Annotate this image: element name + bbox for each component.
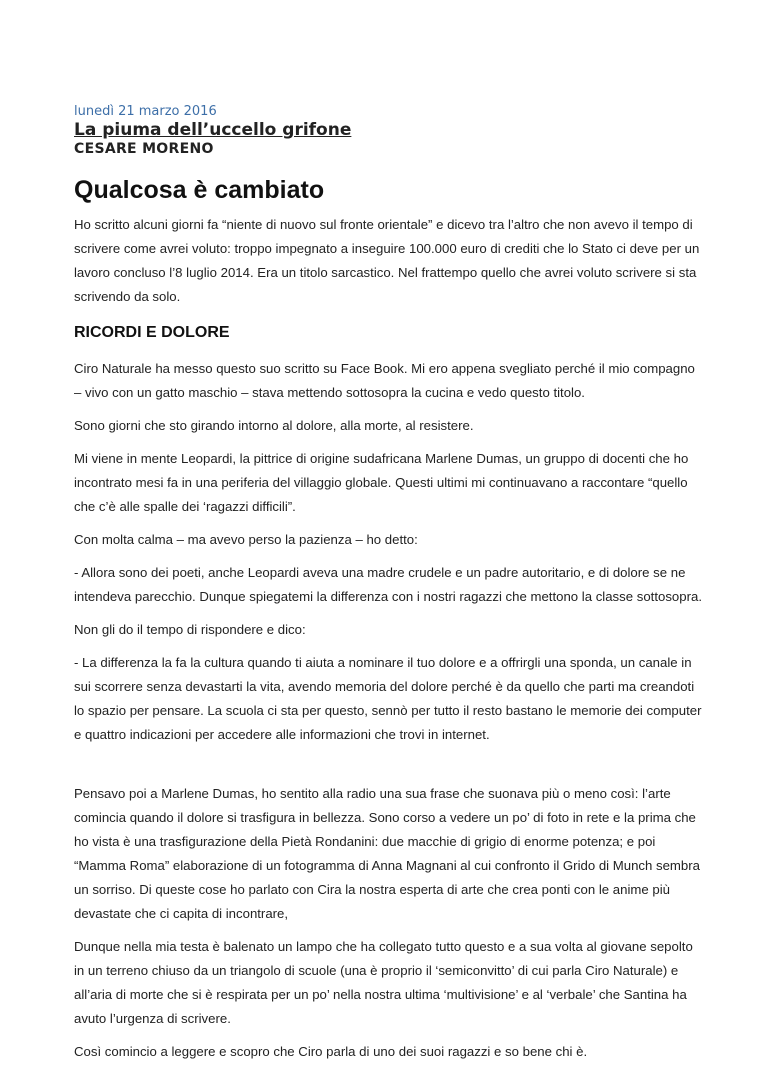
blog-title-link[interactable]: La piuma dell’uccello grifone [74,120,352,140]
body-paragraph: Così comincio a leggere e scopro che Ciro parla di uno dei suoi ragazzi e so bene chi è. [74,1044,588,1059]
post-date: lunedì 21 marzo 2016 [74,104,217,119]
article-headline: Qualcosa è cambiato [74,176,325,204]
paragraph-gap [74,756,704,782]
body-paragraph: - La differenza la fa la cultura quando ti aiuta a nominare il tuo dolore e a offrirgli una sponda, un canale in sui scorrere senza devastarti la vita, avendo memoria del dolore perché è da quello che parti ma creandoti lo spazio per pensare. La scuola ci sta per questo, sennò per tutto il resto bastano le memorie dei computer e quattro indicazioni per accedere alle informazioni che trovi in internet. [74,655,702,742]
intro-paragraph: Ho scritto alcuni giorni fa “niente di nuovo sul fronte orientale” e dicevo tra l’altro che non avevo il tempo di scrivere come avrei voluto: troppo impegnato a inseguire 100.000 euro di crediti che lo Stato ci deve per un lavoro concluso l’8 luglio 2014. Era un titolo sarcastico. Nel frattempo quello che avrei voluto scrivere si sta scrivendo da solo. [74,217,700,304]
body-paragraph: Dunque nella mia testa è balenato un lampo che ha collegato tutto questo e a sua volta al giovane sepolto in un terreno chiuso da un triangolo di scuole (una è proprio il ‘semiconvitto’ di cui parla Ciro Naturale) e all’aria di morte che si è respirata per un po’ nella nostra ultima ‘multivisione’ e al ‘verbale’ che Santina ha avuto l’urgenza di scrivere. [74,939,693,1026]
body-paragraph: Non gli do il tempo di rispondere e dico: [74,622,306,637]
body-paragraph: Sono giorni che sto girando intorno al dolore, alla morte, al resistere. [74,418,474,433]
body-paragraph: - Allora sono dei poeti, anche Leopardi aveva una madre crudele e un padre autoritario, e di dolore se ne intendeva parecchio. Dunque spiegatemi la differenza con i nostri ragazzi che mettono la classe sottosopra. [74,565,702,604]
body-paragraph: Ciro Naturale ha messo questo suo scritto su Face Book. Mi ero appena svegliato perché il mio compagno – vivo con un gatto maschio – stava mettendo sottosopra la cucina e vedo questo titolo. [74,361,695,400]
body-paragraph: Pensavo poi a Marlene Dumas, ho sentito alla radio una sua frase che suonava più o meno così: l’arte comincia quando il dolore si trasfigura in bellezza. Sono corso a vedere un po’ di foto in rete e la prima che ho vista è una trasfigurazione della Pietà Rondanini: due macchie di grigio di enorme potenza; e poi “Mamma Roma” elaborazione di un fotogramma di Anna Magnani al cui confronto il Grido di Munch sembra un sorriso. Di queste cose ho parlato con Cira la nostra esperta di arte che crea ponti con le anime più devastate che ci capita di incontrare, [74,786,700,921]
section-title: RICORDI E DOLORE [74,324,230,341]
body-paragraph: Con molta calma – ma avevo perso la pazienza – ho detto: [74,532,418,547]
body-paragraph: Mi viene in mente Leopardi, la pittrice di origine sudafricana Marlene Dumas, un gruppo di docenti che ho incontrato mesi fa in una periferia del villaggio globale. Questi ultimi mi continuavano a raccontare “quello che c’è alle spalle dei ‘ragazzi difficili”. [74,451,689,514]
author-name: CESARE MORENO [74,141,214,157]
blog-page [74,104,704,1073]
